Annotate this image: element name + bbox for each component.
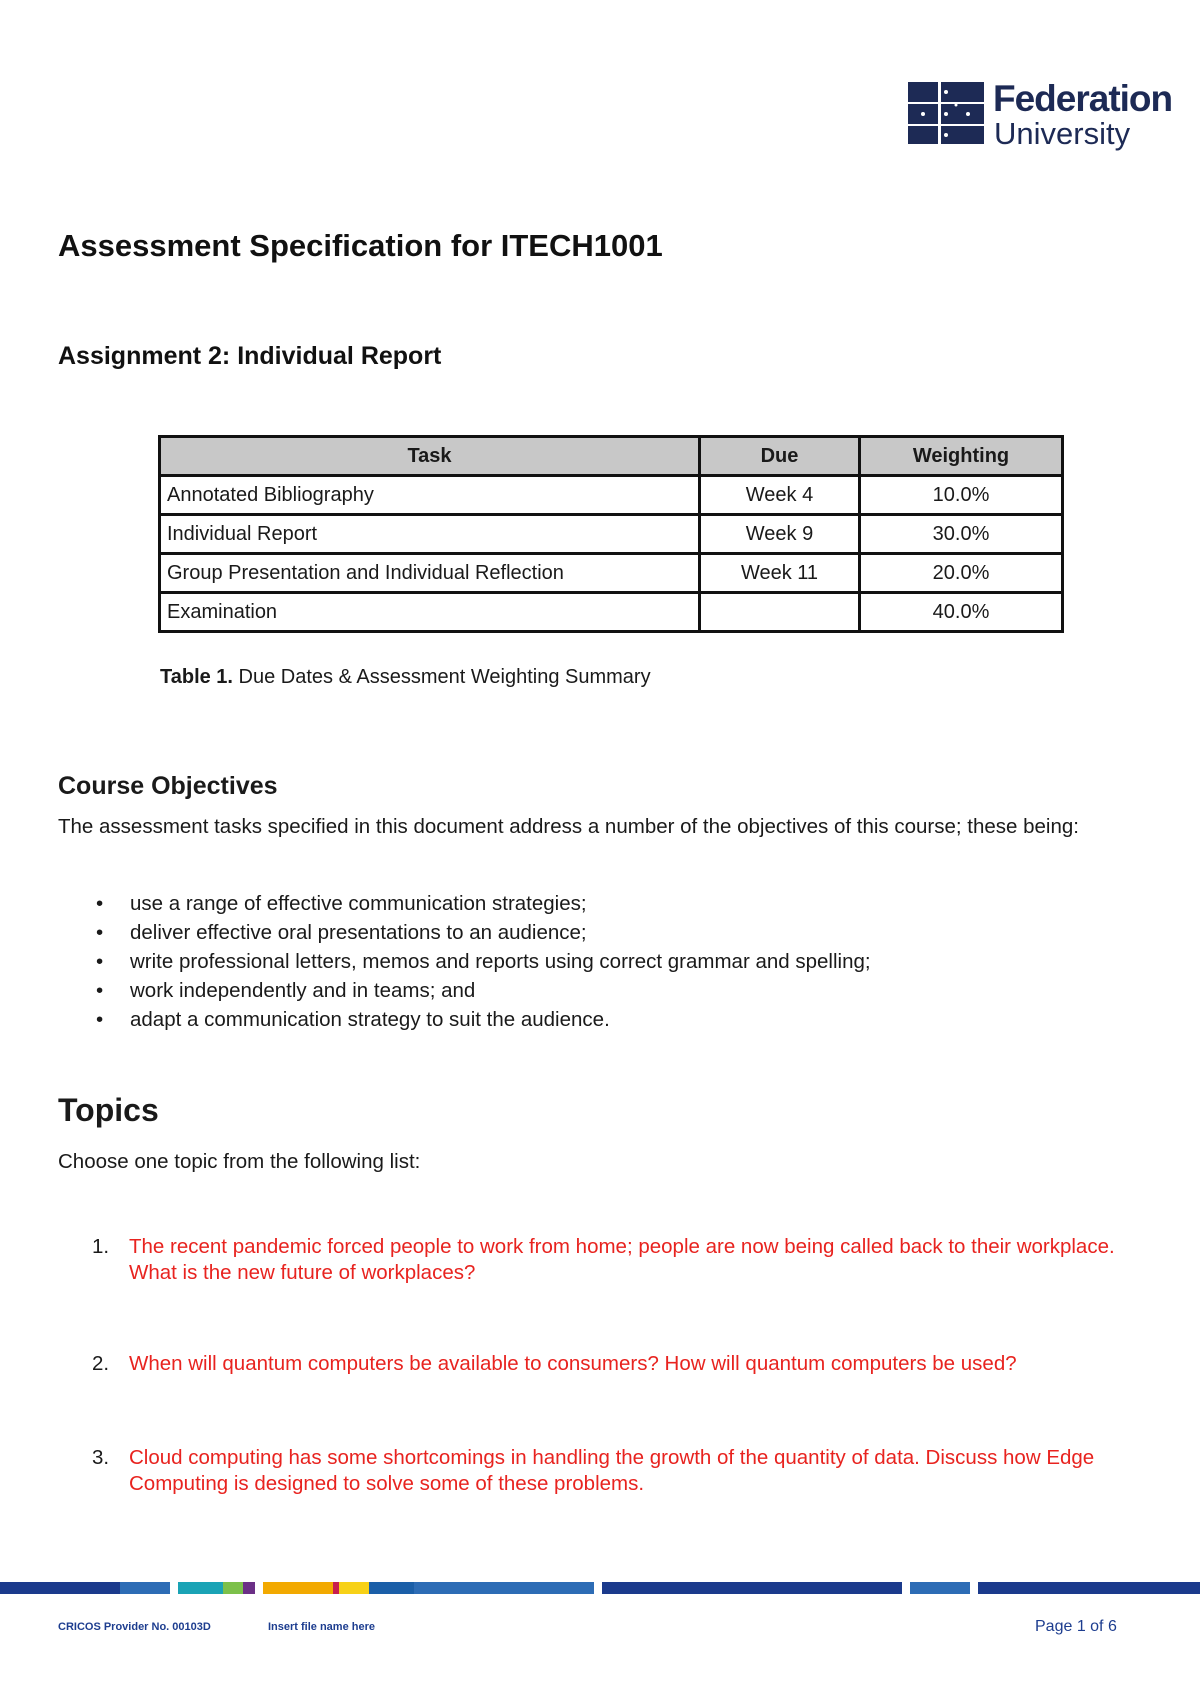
assignment-subtitle: Assignment 2: Individual Report	[58, 342, 442, 370]
objective-text: deliver effective oral presentations to an audience;	[130, 921, 587, 944]
footer-filename: Insert file name here	[268, 1621, 375, 1633]
objective-text: write professional letters, memos and reports using correct grammar and spelling;	[130, 950, 871, 973]
header-due: Due	[700, 437, 860, 476]
topics-heading: Topics	[58, 1092, 159, 1128]
topic-text: When will quantum computers be available to consumers? How will quantum computers be used?	[129, 1352, 1017, 1375]
stripe-segment	[178, 1582, 223, 1594]
header-weighting: Weighting	[860, 437, 1063, 476]
list-item	[58, 947, 871, 976]
topic-text: The recent pandemic forced people to work from home; people are now being called back to their workplace. What is the new future of workplaces?	[129, 1235, 1115, 1284]
footer-cricos: CRICOS Provider No. 00103D	[58, 1621, 211, 1633]
cell-due: Week 4	[700, 476, 860, 515]
assessment-summary-table	[158, 435, 1064, 633]
stripe-segment	[970, 1582, 978, 1594]
caption-label: Table 1.	[160, 666, 233, 688]
cell-weighting: 40.0%	[860, 593, 1063, 632]
stripe-segment	[902, 1582, 910, 1594]
stripe-segment	[602, 1582, 902, 1594]
footer-page-number: Page 1 of 6	[1035, 1618, 1117, 1635]
course-objectives-intro: The assessment tasks specified in this document address a number of the objectives of this course; these being:	[58, 815, 1079, 838]
logo-text-federation: Federation	[993, 78, 1173, 119]
cell-task: Annotated Bibliography	[160, 476, 700, 515]
logo-emblem-icon	[908, 80, 988, 146]
table-caption	[160, 666, 651, 689]
stripe-segment	[0, 1582, 120, 1594]
course-objectives-heading: Course Objectives	[58, 772, 278, 800]
stripe-segment	[369, 1582, 414, 1594]
cell-weighting: 20.0%	[860, 554, 1063, 593]
federation-university-logo	[908, 80, 1173, 150]
cell-weighting: 10.0%	[860, 476, 1063, 515]
header-task: Task	[160, 437, 700, 476]
objectives-list	[58, 889, 871, 1034]
stripe-segment	[263, 1582, 333, 1594]
table-row	[160, 554, 1063, 593]
topic-number: 1.	[92, 1235, 110, 1258]
bullet-icon: •	[96, 979, 104, 1002]
stripe-segment	[120, 1582, 170, 1594]
objective-text: use a range of effective communication strategies;	[130, 892, 587, 915]
stripe-segment	[255, 1582, 263, 1594]
stripe-segment	[339, 1582, 369, 1594]
stripe-segment	[978, 1582, 1200, 1594]
bullet-icon: •	[96, 1008, 104, 1031]
bullet-icon: •	[96, 921, 104, 944]
list-item	[58, 889, 871, 918]
list-item	[58, 1005, 871, 1034]
topics-intro: Choose one topic from the following list:	[58, 1150, 421, 1173]
list-item	[58, 918, 871, 947]
stripe-segment	[414, 1582, 594, 1594]
objective-text: adapt a communication strategy to suit the audience.	[130, 1008, 610, 1031]
topic-number: 3.	[92, 1446, 110, 1469]
bullet-icon: •	[96, 892, 104, 915]
cell-due: Week 9	[700, 515, 860, 554]
cell-task: Examination	[160, 593, 700, 632]
cell-due: Week 11	[700, 554, 860, 593]
topic-text: Cloud computing has some shortcomings in handling the growth of the quantity of data. Discuss how Edge Computing is designed to solve some of these problems.	[129, 1446, 1095, 1495]
stripe-segment	[170, 1582, 178, 1594]
objective-text: work independently and in teams; and	[130, 979, 476, 1002]
topic-item-3	[92, 1445, 1132, 1497]
table-row	[160, 476, 1063, 515]
footer-color-stripe	[0, 1582, 1200, 1594]
cell-due	[700, 593, 860, 632]
list-item	[58, 976, 871, 1005]
stripe-segment	[243, 1582, 255, 1594]
logo-text-university: University	[994, 116, 1131, 151]
topic-item-1	[92, 1234, 1132, 1286]
stripe-segment	[223, 1582, 243, 1594]
caption-text: Due Dates & Assessment Weighting Summary	[233, 666, 651, 688]
table-row	[160, 515, 1063, 554]
topic-number: 2.	[92, 1352, 110, 1375]
bullet-icon: •	[96, 950, 104, 973]
table-header-row	[160, 437, 1063, 476]
cell-weighting: 30.0%	[860, 515, 1063, 554]
table-row	[160, 593, 1063, 632]
stripe-segment	[910, 1582, 970, 1594]
stripe-segment	[594, 1582, 602, 1594]
topic-item-2	[92, 1351, 1132, 1377]
page-title: Assessment Specification for ITECH1001	[58, 228, 663, 263]
cell-task: Group Presentation and Individual Reflection	[160, 554, 700, 593]
cell-task: Individual Report	[160, 515, 700, 554]
